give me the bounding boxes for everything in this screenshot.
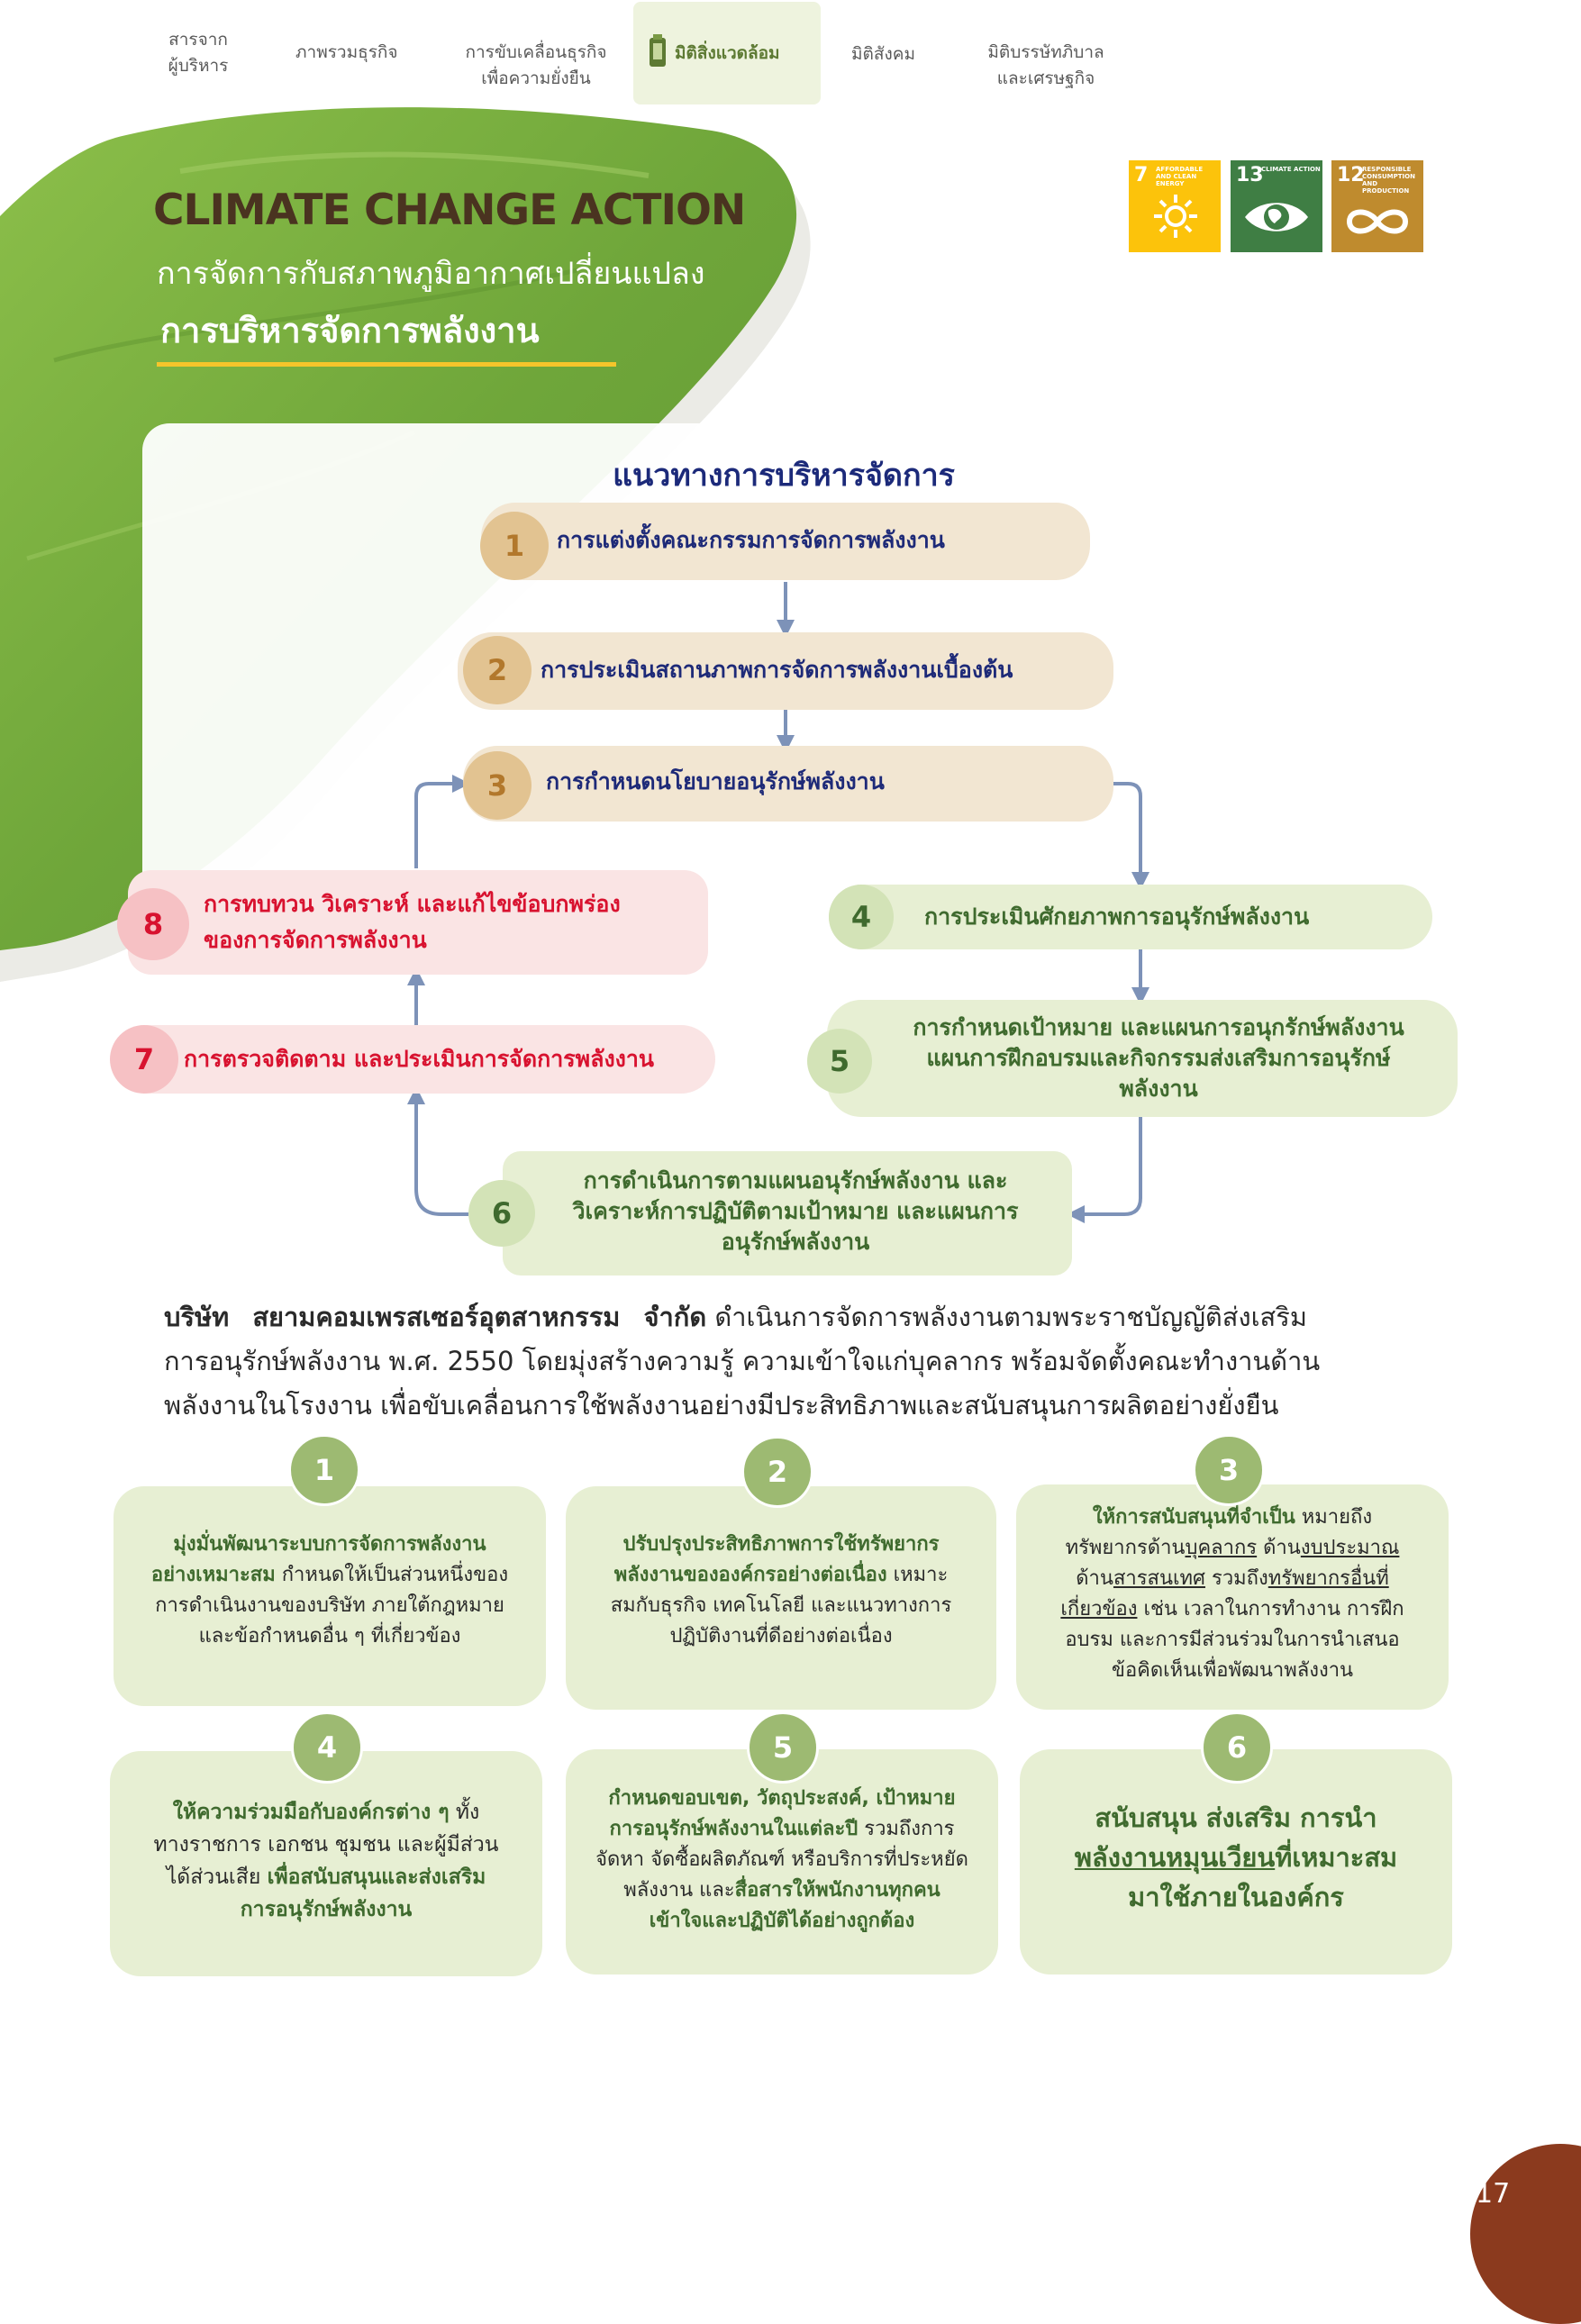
card-text: เช่น เวลาในการทำงาน การฝึก	[1137, 1598, 1404, 1620]
card-underline: ทรัพยากรอื่นที่	[1268, 1567, 1389, 1590]
step-text: การแต่งตั้งคณะกรรมการจัดการพลังงาน	[557, 527, 945, 553]
nav-label: มิติบรรษัทภิบาล	[987, 42, 1104, 62]
paragraph-text: การอนุรักษ์พลังงาน พ.ศ. 2550 โดยมุ่งสร้างความรู้ ความเข้าใจแก่บุคลากร พร้อมจัดตั้งคณะทำงานด้าน	[164, 1346, 1321, 1376]
step-text: พลังงาน	[1119, 1076, 1198, 1102]
flow-step-4	[829, 885, 1432, 949]
flow-step-5	[827, 1000, 1458, 1117]
card-highlight: กำหนดขอบเขต, วัตถุประสงค์, เป้าหมาย	[608, 1787, 956, 1810]
step-number-2: 2	[463, 636, 532, 704]
card-underline: เกี่ยวข้อง	[1060, 1598, 1138, 1620]
paragraph-text: ดำเนินการจัดการพลังงานตามพระราชบัญญัติส่งเสริม	[706, 1302, 1307, 1332]
step-text: ของการจัดการพลังงาน	[204, 927, 427, 953]
card-highlight: มุ่งมั่นพัฒนาระบบการจัดการพลังงาน	[173, 1533, 486, 1556]
sdg-text: CLIMATE ACTION	[1261, 166, 1321, 173]
step-text: การกำหนดเป้าหมาย และแผนการอนุกรักษ์พลังงาน	[913, 1014, 1404, 1040]
card-text: รวมถึงการ	[858, 1818, 955, 1840]
card-text: ด้าน	[1076, 1567, 1113, 1590]
step-text: แผนการฝึกอบรมและกิจกรรมส่งเสริมการอนุรักษ์	[926, 1045, 1391, 1071]
card-text: ปฏิบัติงานที่ดีอย่างต่อเนื่อง	[669, 1625, 893, 1648]
nav-label: การขับเคลื่อนธุรกิจ	[465, 42, 607, 62]
card-number-5: 5	[747, 1711, 819, 1784]
step-text: การทบทวน วิเคราะห์ และแก้ไขข้อบกพร่อง	[204, 891, 621, 917]
step-text: วิเคราะห์การปฏิบัติตามเป้าหมาย และแผนการ	[572, 1198, 1019, 1224]
step-text: อนุรักษ์พลังงาน	[721, 1229, 870, 1255]
sdg-number: 13	[1236, 164, 1264, 186]
sdg-number: 12	[1337, 164, 1365, 186]
nav-label: มิติสิ่งแวดล้อม	[675, 43, 780, 63]
nav-label: ภาพรวมธุรกิจ	[295, 42, 398, 62]
card-highlight: เพื่อสนับสนุนและส่งเสริม	[267, 1866, 486, 1889]
flow-step-1	[481, 503, 1090, 580]
card-text: กำหนดให้เป็นส่วนหนึ่งของ	[275, 1564, 509, 1586]
card-underline: บุคลากร	[1185, 1537, 1258, 1559]
card-text: และข้อกำหนดอื่น ๆ ที่เกี่ยวข้อง	[198, 1625, 461, 1648]
card-text: สนับสนุน ส่งเสริม การนำ	[1095, 1802, 1377, 1833]
paragraph-text: พลังงานในโรงงาน เพื่อขับเคลื่อนการใช้พลังงานอย่างมีประสิทธิภาพและสนับสนุนการผลิตอย่างยั่งยืน	[164, 1390, 1279, 1421]
policy-card-1	[114, 1486, 546, 1706]
card-text: ที่เหมาะสม	[1275, 1842, 1398, 1873]
intro-paragraph	[164, 1295, 1418, 1428]
policy-card-4	[110, 1751, 542, 1976]
step-number-3: 3	[463, 751, 532, 820]
step-number-1: 1	[480, 512, 549, 580]
card-underline: งบประมาณ	[1300, 1537, 1400, 1559]
card-highlight: ให้การสนับสนุนที่จำเป็น	[1092, 1506, 1295, 1529]
card-number-6: 6	[1201, 1711, 1273, 1784]
card-text: ทรัพยากรด้าน	[1065, 1537, 1186, 1559]
step-text: การกำหนดนโยบายอนุรักษ์พลังงาน	[546, 768, 885, 794]
step-number-4: 4	[829, 885, 894, 949]
flow-step-2	[458, 632, 1113, 710]
card-number-2: 2	[741, 1436, 813, 1508]
card-text: มาใช้ภายในองค์กร	[1128, 1882, 1344, 1912]
card-text: จัดหา จัดซื้อผลิตภัณฑ์ หรือบริการที่ประหยัด	[595, 1848, 968, 1871]
nav-label: ผู้บริหาร	[168, 56, 229, 76]
title-en: CLIMATE CHANGE ACTION	[153, 186, 746, 235]
step-number-8: 8	[117, 888, 189, 960]
card-highlight: เข้าใจและปฏิบัติได้อย่างถูกต้อง	[649, 1910, 915, 1932]
flow-step-8	[128, 870, 708, 975]
flow-step-7	[112, 1025, 715, 1094]
step-text: การประเมินศักยภาพการอนุรักษ์พลังงาน	[924, 903, 1310, 930]
flow-title: แนวทางการบริหารจัดการ	[613, 458, 955, 494]
card-highlight: พลังงานขององค์กรอย่างต่อเนื่อง	[613, 1564, 887, 1586]
card-highlight: ให้ความร่วมมือกับองค์กรต่าง ๆ	[172, 1801, 450, 1824]
card-highlight: อย่างเหมาะสม	[150, 1564, 276, 1586]
page-number: 17	[1476, 2178, 1511, 2210]
nav-label: และเศรษฐกิจ	[996, 68, 1095, 88]
company-name: บริษัท สยามคอมเพรสเซอร์อุตสาหกรรม จำกัด	[164, 1302, 707, 1332]
step-text: การประเมินสถานภาพการจัดการพลังงานเบื้องต้น	[541, 657, 1013, 683]
nav-label: มิติสังคม	[851, 44, 915, 64]
card-underline: พลังงานหมุนเวียน	[1074, 1842, 1276, 1873]
card-text: ด้าน	[1257, 1537, 1301, 1559]
card-underline: สารสนเทศ	[1113, 1567, 1206, 1590]
card-highlight: การอนุรักษ์พลังงาน	[240, 1898, 413, 1921]
card-text: เหมาะ	[886, 1564, 949, 1586]
card-text: ทั้ง	[449, 1801, 480, 1824]
card-text: พลังงาน และ	[623, 1879, 735, 1902]
card-highlight: ปรับปรุงประสิทธิภาพการใช้ทรัพยากร	[622, 1533, 940, 1556]
policy-card-3	[1016, 1484, 1449, 1710]
flow-step-6	[503, 1151, 1072, 1275]
card-text: ข้อคิดเห็นเพื่อพัฒนาพลังงาน	[1111, 1659, 1354, 1682]
subtitle-th: การบริหารจัดการพลังงาน	[160, 311, 540, 350]
step-number-7: 7	[110, 1025, 178, 1094]
policy-card-2	[566, 1486, 996, 1710]
flow-step-3	[463, 746, 1113, 822]
step-number-5: 5	[807, 1029, 872, 1094]
card-number-1: 1	[288, 1434, 360, 1506]
card-number-4: 4	[291, 1711, 363, 1784]
card-text: ทางราชการ เอกชน ชุมชน และผู้มีส่วน	[153, 1833, 499, 1856]
card-number-3: 3	[1193, 1434, 1265, 1506]
step-number-6: 6	[468, 1180, 535, 1247]
nav-label: สารจาก	[168, 30, 228, 50]
sdg-number: 7	[1134, 164, 1149, 186]
nav-label: เพื่อความยั่งยืน	[481, 68, 591, 88]
card-text: หมายถึง	[1295, 1506, 1373, 1529]
step-text: การตรวจติดตาม และประเมินการจัดการพลังงาน	[184, 1046, 655, 1072]
card-text: รวมถึง	[1205, 1567, 1268, 1590]
step-text: การดำเนินการตามแผนอนุรักษ์พลังงาน และ	[583, 1167, 1008, 1194]
card-text: อบรม และการมีส่วนร่วมในการนำเสนอ	[1065, 1629, 1400, 1651]
sdg-text: RESPONSIBLE CONSUMPTION AND PRODUCTION	[1362, 166, 1415, 195]
card-highlight: สื่อสารให้พนักงานทุกคน	[734, 1879, 940, 1902]
sdg-text: AFFORDABLE AND CLEAN ENERGY	[1156, 166, 1204, 187]
card-highlight: การอนุรักษ์พลังงานในแต่ละปี	[609, 1818, 859, 1840]
card-text: ได้ส่วนเสีย	[166, 1866, 268, 1889]
card-text: สมกับธุรกิจ เทคโนโลยี และแนวทางการ	[610, 1594, 952, 1617]
card-text: การดำเนินงานของบริษัท ภายใต้กฎหมาย	[155, 1594, 504, 1617]
title-th: การจัดการกับสภาพภูมิอากาศเปลี่ยนแปลง	[157, 256, 705, 292]
